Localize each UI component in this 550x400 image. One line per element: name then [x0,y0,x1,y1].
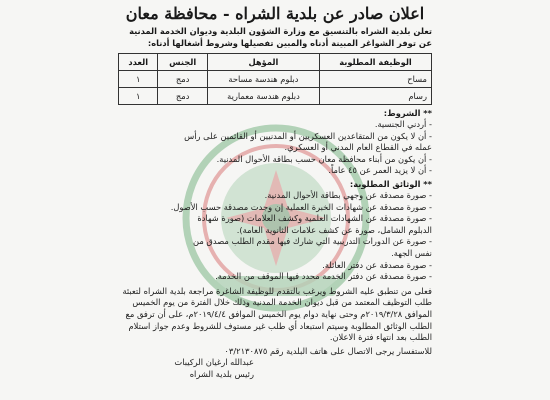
list-item: - صورة عن الدورات التدريبية التي شارك فيها مقدم الطلب مصدق من [193,236,432,247]
list-item: - أردني الجنسية. [374,119,432,129]
list-item: - صورة مصدقة عن شهادات الخبرة العملية إن وجدت مصدقة حسب الأصول. [170,201,432,212]
table-header-row [119,54,432,71]
table-row [119,88,432,105]
cell-job: مساح [319,71,431,88]
header-gender: الجنس [158,54,208,71]
list-item: - أن لا يكون من المتقاعدين العسكريين أو المدنيين أو القائمين على رأس [184,130,432,141]
cell-qualification: دبلوم هندسة معمارية [207,88,319,105]
cell-count: ١ [119,71,158,88]
vacancies-table [118,53,432,105]
header-job: الوظيفة المطلوبة [319,54,431,71]
signature-name: عبدالله ارغيان الركيبات [174,357,254,368]
contact-line: للاستفسار يرجى الاتصال على هاتف البلدية رقم ٠٣/٢١٣٠٨٧٥ [224,345,432,356]
documents-list [118,190,432,283]
application-instructions: فعلى من تنطبق عليه الشروط ويرغب بالتقدم للوظيفة الشاغرة مراجعة بلدية الشراه لتعبئة طلب التوظيف المعتمد من قبل ديوان الخدمة المدنية وذلك خلال الفترة من يوم الخميس الموافق ٢٠١٩/٣/٢٨م وحتى نهاية دوام يوم الخميس الموافق ٢٠١٩/٤/٤م، على أن ترفق مع الطلب الوثائق المطلوبة وسيتم استبعاد أي طلب غير مستوف للشروط وعدم جواز استلام الطلب بعد انتهاء فترة الاعلان. [122,285,432,343]
table-row [119,71,432,88]
documents-heading: ** الوثائق المطلوبة: [349,178,432,189]
cell-gender: دمج [158,71,208,88]
list-item: - صورة مصدقة عن وجهي بطاقة الأحوال المدنية. [264,189,432,200]
cell-count: ١ [119,88,158,105]
announcement-content [118,4,432,380]
list-item: - صورة مصدقة عن الشهادات العلمية وكشف العلامات (صورة شهادة [197,213,432,224]
list-item: نفس الجهة. [391,247,432,258]
conditions-heading: ** الشروط: [383,108,432,118]
list-item: - أن لا يزيد العمر عن ٤٥ عاماً. [328,165,432,176]
announcement-title: اعلان صادر عن بلدية الشراه - محافظة معان [125,4,425,23]
conditions-list [118,119,432,177]
header-count: العدد [119,54,158,71]
header-qualification: المؤهل [207,54,319,71]
cell-job: رسام [319,88,431,105]
list-item: عمله في القطاع العام المدني أو العسكري. [284,142,432,153]
list-item: - صورة مصدقة عن دفتر الخدمة محدد فيها الموقف من الخدمة. [215,271,432,282]
signature-title: رئيس بلدية الشراه [189,368,254,379]
list-item: الدبلوم الشامل، صورة عن كشف علامات الثانوية العامة). [236,224,432,235]
cell-gender: دمج [158,88,208,105]
list-item: - صورة مصدقة عن دفتر العائلة. [322,259,432,270]
intro-paragraph: تعلن بلدية الشراه بالتنسيق مع وزارة الشؤون البلدية وديوان الخدمة المدنية عن توفر الشواغر المبينة أدناه والمبين تفصيلها وشروط أشغالها أدناه: [129,26,432,48]
cell-qualification: دبلوم هندسة مساحة [207,71,319,88]
list-item: - أن يكون من أبناء محافظة معان حسب بطاقة الأحوال المدنية. [216,153,432,164]
